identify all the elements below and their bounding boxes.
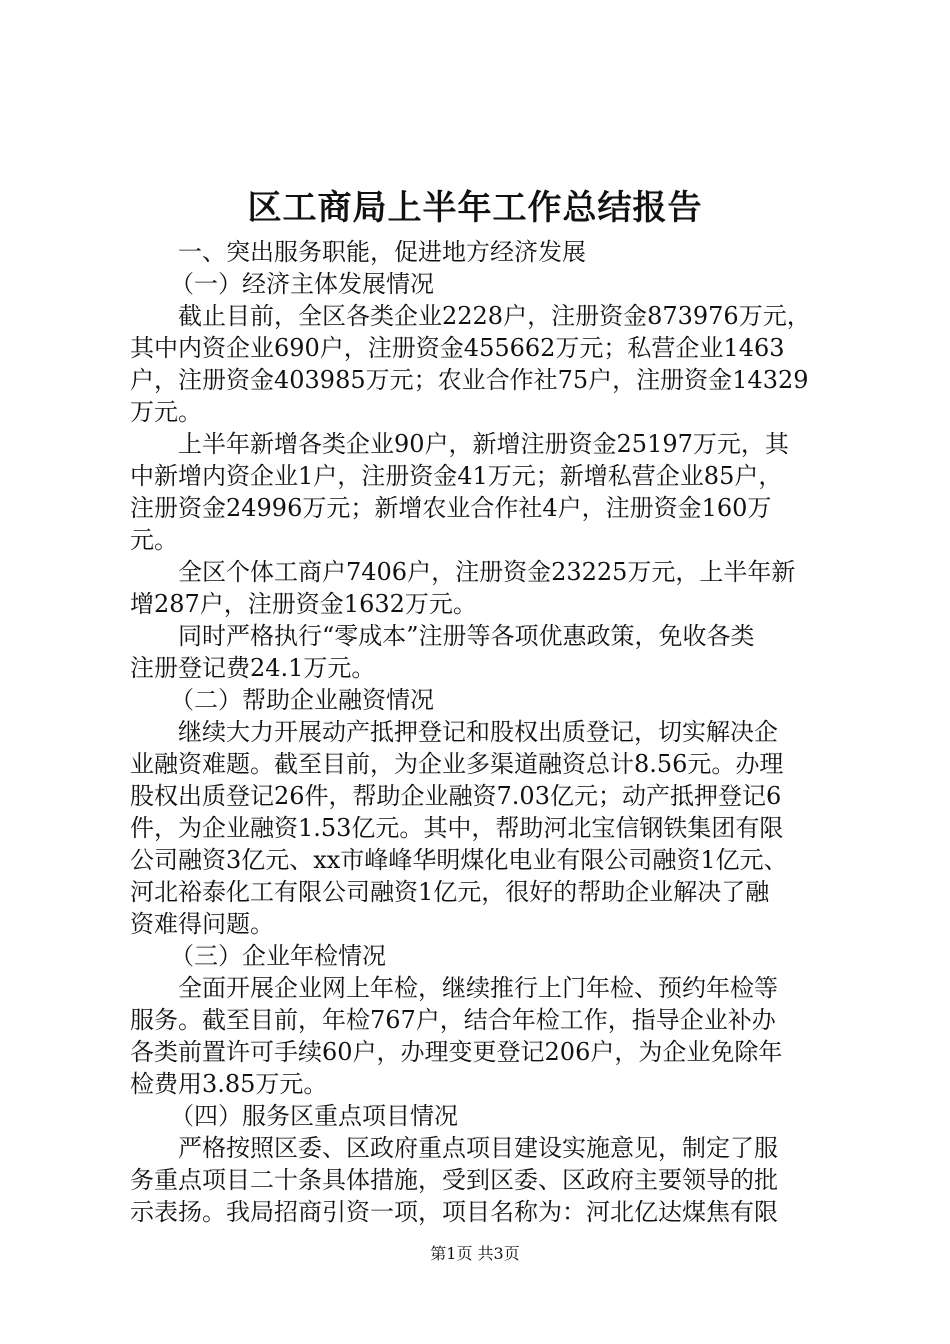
- text-line: 业融资难题。截至目前，为企业多渠道融资总计8.56元。办理: [130, 750, 784, 778]
- text-line: 严格按照区委、区政府重点项目建设实施意见，制定了服: [178, 1134, 778, 1162]
- text-line: 同时严格执行“零成本”注册等各项优惠政策，免收各类: [178, 622, 755, 650]
- text-line: 检费用3.85万元。: [130, 1070, 328, 1098]
- text-line: 全区个体工商户7406户，注册资金23225万元，上半年新: [178, 558, 796, 586]
- text-line: 资难得问题。: [130, 910, 274, 938]
- document-body: [130, 236, 830, 1228]
- text-line: 中新增内资企业1户，注册资金41万元；新增私营企业85户，: [130, 462, 783, 490]
- document-title: 区工商局上半年工作总结报告: [247, 188, 703, 228]
- text-line: 截止目前，全区各类企业2228户，注册资金873976万元，: [178, 302, 811, 330]
- text-line: 注册资金24996万元；新增农业合作社4户，注册资金160万: [130, 494, 772, 522]
- text-line: 户，注册资金403985万元；农业合作社75户，注册资金14329: [130, 366, 809, 394]
- text-line: 其中内资企业690户，注册资金455662万元；私营企业1463: [130, 334, 785, 362]
- text-line: （三）企业年检情况: [170, 942, 386, 970]
- text-line: 上半年新增各类企业90户，新增注册资金25197万元，其: [178, 430, 789, 458]
- text-line: 元。: [130, 526, 178, 554]
- page-footer: 第1页 共3页: [430, 1244, 520, 1263]
- text-line: 股权出质登记26件，帮助企业融资7.03亿元；动产抵押登记6: [130, 782, 782, 810]
- text-line: 万元。: [130, 398, 202, 426]
- text-line: 件，为企业融资1.53亿元。其中，帮助河北宝信钢铁集团有限: [130, 814, 784, 842]
- text-line: 示表扬。我局招商引资一项，项目名称为：河北亿达煤焦有限: [130, 1198, 778, 1226]
- text-line: （一）经济主体发展情况: [170, 270, 434, 298]
- text-line: 各类前置许可手续60户，办理变更登记206户，为企业免除年: [130, 1038, 783, 1066]
- text-line: 服务。截至目前，年检767户，结合年检工作，指导企业补办: [130, 1006, 776, 1034]
- text-line: （二）帮助企业融资情况: [170, 686, 434, 714]
- text-line: 一、突出服务职能，促进地方经济发展: [178, 238, 586, 266]
- text-line: 河北裕泰化工有限公司融资1亿元，很好的帮助企业解决了融: [130, 878, 770, 906]
- text-line: 继续大力开展动产抵押登记和股权出质登记，切实解决企: [178, 718, 778, 746]
- text-line: 公司融资3亿元、xx市峰峰华明煤化电业有限公司融资1亿元、: [130, 846, 788, 874]
- text-line: 全面开展企业网上年检，继续推行上门年检、预约年检等: [178, 974, 778, 1002]
- text-line: 务重点项目二十条具体措施，受到区委、区政府主要领导的批: [130, 1166, 778, 1194]
- text-line: 增287户，注册资金1632万元。: [130, 590, 477, 618]
- text-line: （四）服务区重点项目情况: [170, 1102, 458, 1130]
- text-line: 注册登记费24.1万元。: [130, 654, 376, 682]
